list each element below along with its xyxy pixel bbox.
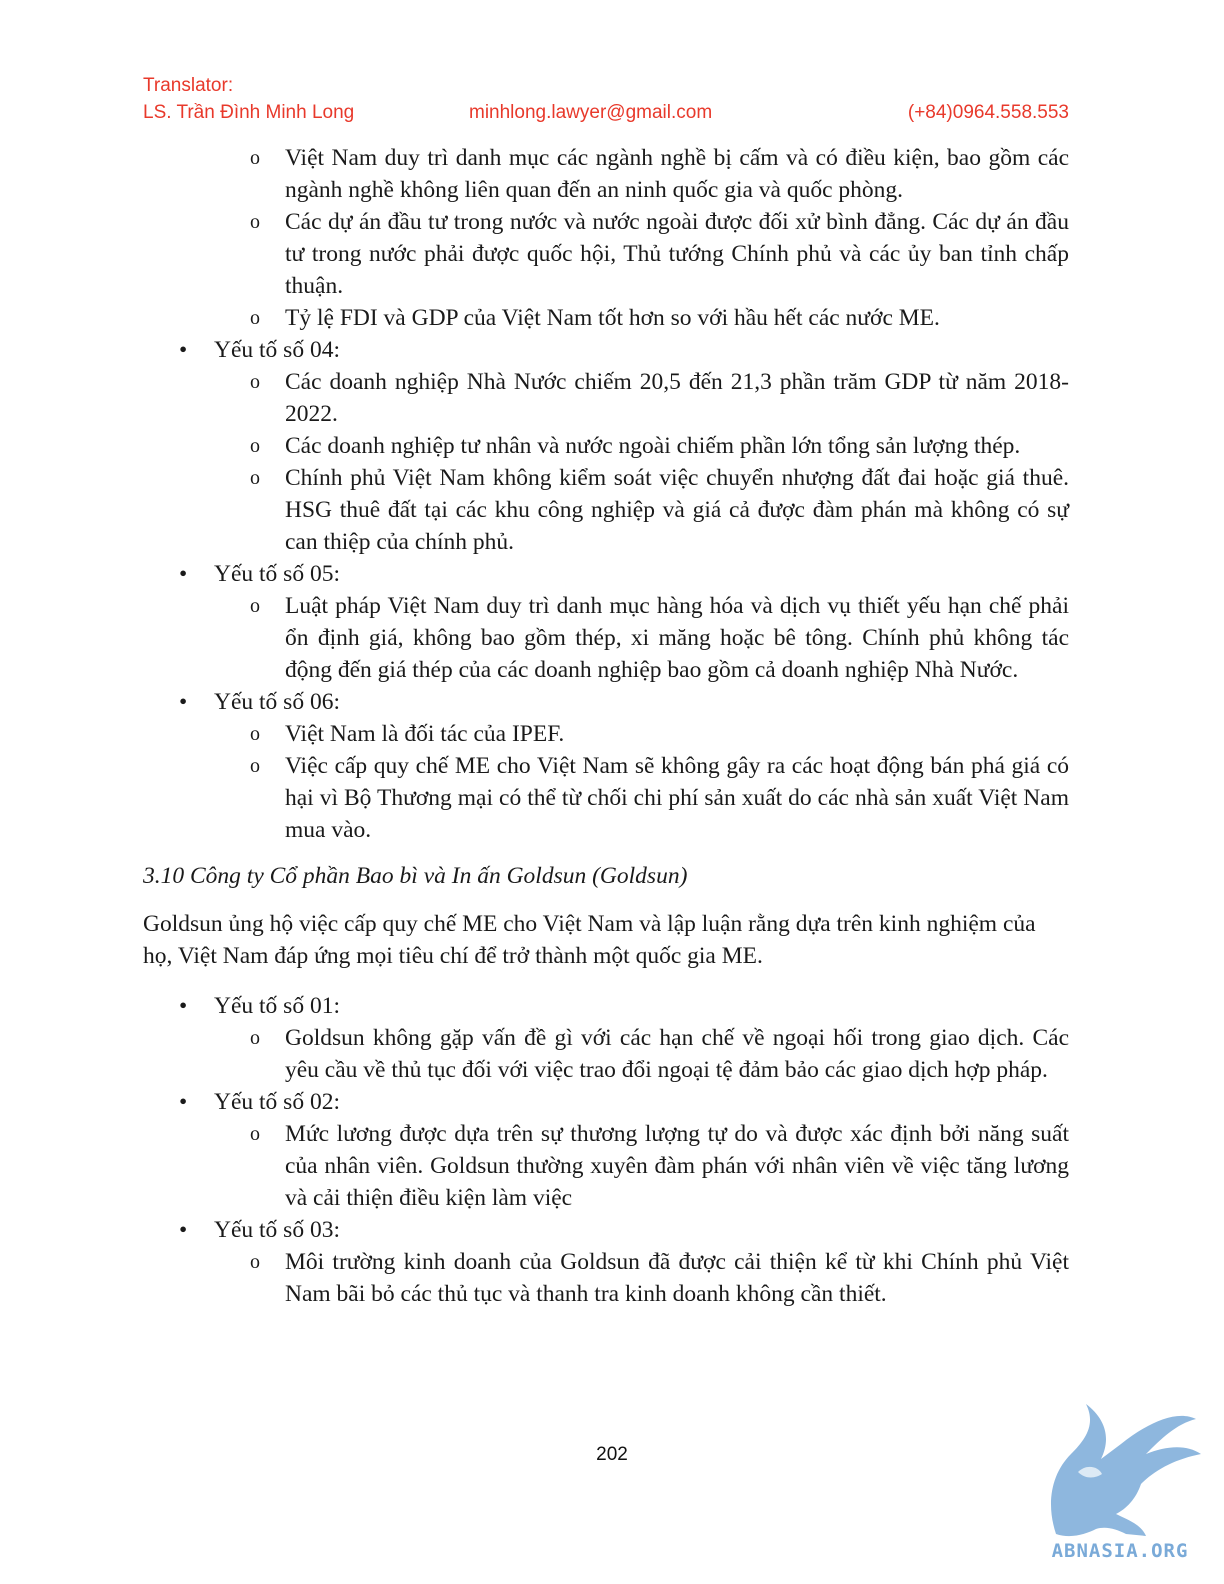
goldsun-factor-03-label: • Yếu tố số 03: (143, 1214, 1069, 1246)
sub-marker: o (250, 1123, 260, 1145)
sub-marker: o (250, 595, 260, 617)
sub-item: o Việc cấp quy chế ME cho Việt Nam sẽ không gây ra các hoạt động bán phá giá có hại vì Bộ Thương mại có thể từ chối chi phí sản xuất do các nhà sản xuất Việt Nam mua vào. (143, 750, 1069, 846)
sub-marker: o (250, 755, 260, 777)
sub-item: o Mức lương được dựa trên sự thương lượng tự do và được xác định bởi năng suất của nhân viên. Goldsun thường xuyên đàm phán với nhân viên về việc tăng lương và cải thiện điều kiện làm việc (143, 1118, 1069, 1214)
sub-item: o Việt Nam duy trì danh mục các ngành nghề bị cấm và có điều kiện, bao gồm các ngành nghề không liên quan đến an ninh quốc gia và quốc phòng. (143, 142, 1069, 206)
sub-item: o Môi trường kinh doanh của Goldsun đã được cải thiện kể từ khi Chính phủ Việt Nam bãi bỏ các thủ tục và thanh tra kinh doanh không cần thiết. (143, 1246, 1069, 1310)
goldsun-factor-02-label: • Yếu tố số 02: (143, 1086, 1069, 1118)
translator-phone[interactable]: (+84)0964.558.553 (907, 102, 1069, 123)
sub-marker: o (250, 371, 260, 393)
sub-item: o Các dự án đầu tư trong nước và nước ngoài được đối xử bình đẳng. Các dự án đầu tư trong nước phải được quốc hội, Thủ tướng Chính phủ và các ủy ban tỉnh chấp thuận. (143, 206, 1069, 302)
intro-paragraph: Goldsun ủng hộ việc cấp quy chế ME cho Việt Nam và lập luận rằng dựa trên kinh nghiệm của họ, Việt Nam đáp ứng mọi tiêu chí để trở thành một quốc gia ME. (143, 911, 1036, 969)
bullet-marker: • (179, 1089, 188, 1115)
sub-item: o Việt Nam là đối tác của IPEF. (143, 718, 1069, 750)
goldsun-factor-01-label: • Yếu tố số 01: (143, 990, 1069, 1022)
sub-marker: o (250, 723, 260, 745)
sub-marker: o (250, 211, 260, 233)
factor-05-label: • Yếu tố số 05: (143, 558, 1069, 590)
sub-item: o Tỷ lệ FDI và GDP của Việt Nam tốt hơn so với hầu hết các nước ME. (143, 302, 1069, 334)
spacer (143, 972, 1069, 990)
bullet-marker: • (179, 1217, 188, 1243)
factor-04-label: • Yếu tố số 04: (143, 334, 1069, 366)
bullet-marker: • (179, 993, 188, 1019)
translator-email[interactable]: minhlong.lawyer@gmail.com (469, 102, 713, 123)
translator-label: Translator: (143, 75, 234, 96)
translator-header (143, 72, 1069, 126)
sub-marker: o (250, 1251, 260, 1273)
sub-marker: o (250, 307, 260, 329)
sub-marker: o (250, 1027, 260, 1049)
bullet-marker: • (179, 337, 188, 363)
sub-item: o Chính phủ Việt Nam không kiểm soát việc chuyển nhượng đất đai hoặc giá thuê. HSG thuê đất tại các khu công nghiệp và giá cả được đàm phán mà không có sự can thiệp của chính phủ. (143, 462, 1069, 558)
sub-item: o Luật pháp Việt Nam duy trì danh mục hàng hóa và dịch vụ thiết yếu hạn chế phải ổn định giá, không bao gồm thép, xi măng hoặc bê tông. Chính phủ không tác động đến giá thép của các doanh nghiệp bao gồm cả doanh nghiệp Nhà Nước. (143, 590, 1069, 686)
factor-06-label: • Yếu tố số 06: (143, 686, 1069, 718)
sub-item: o Các doanh nghiệp Nhà Nước chiếm 20,5 đến 21,3 phần trăm GDP từ năm 2018-2022. (143, 366, 1069, 430)
watermark-text: ABNASIA.ORG (1051, 1540, 1189, 1562)
sub-marker: o (250, 147, 260, 169)
griffin-logo-icon (1026, 1384, 1212, 1544)
bullet-marker: • (179, 689, 188, 715)
document-body (143, 142, 1069, 1310)
translator-contact-row (143, 99, 1069, 126)
sub-marker: o (250, 435, 260, 457)
translator-name: LS. Trần Đình Minh Long (143, 102, 355, 123)
bullet-marker: • (179, 561, 188, 587)
page-number: 202 (596, 1444, 628, 1465)
sub-item: o Goldsun không gặp vấn đề gì với các hạn chế về ngoại hối trong giao dịch. Các yêu cầu về thủ tục đối với việc trao đổi ngoại tệ đảm bảo các giao dịch hợp pháp. (143, 1022, 1069, 1086)
sub-marker: o (250, 467, 260, 489)
abnasia-logo (1026, 1384, 1212, 1574)
section-heading: 3.10 Công ty Cổ phần Bao bì và In ấn Goldsun (Goldsun) (143, 863, 688, 889)
sub-item: o Các doanh nghiệp tư nhân và nước ngoài chiếm phần lớn tổng sản lượng thép. (143, 430, 1069, 462)
